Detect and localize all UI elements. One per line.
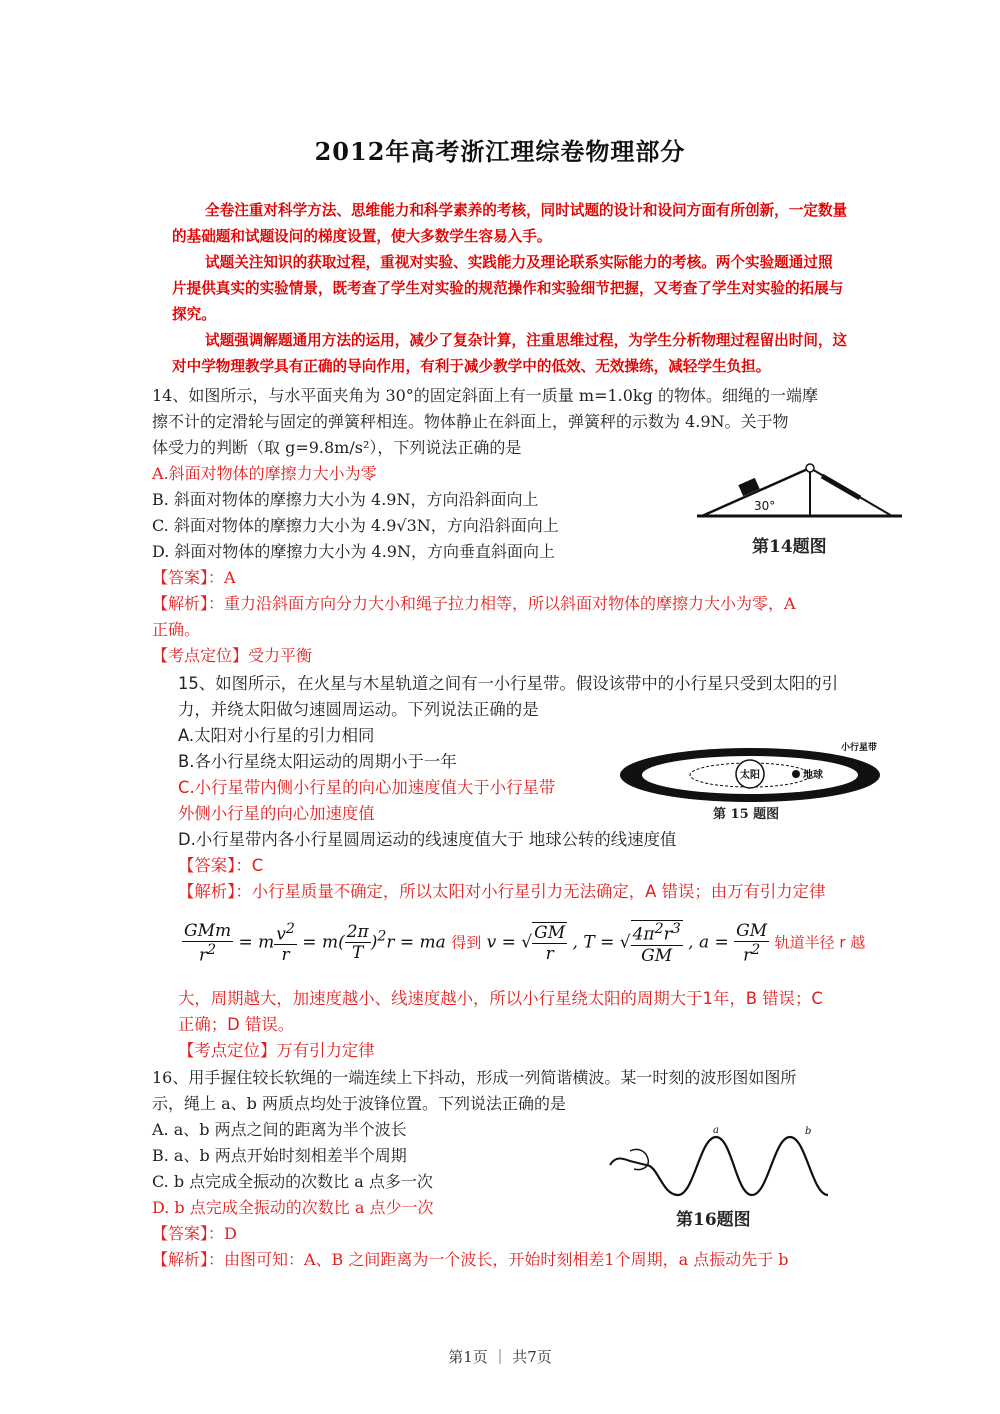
sun-label: 太阳 bbox=[740, 770, 760, 781]
earth-label: 地球 bbox=[803, 770, 823, 781]
formula-gmm-r2: $\frac{\text{GMm}}{r^2}$ bbox=[184, 920, 232, 966]
intro-line: 片提供真实的实验情景，既考查了学生对实验的规范操作和实验细节把握，又考查了学生对实验的拓展与 bbox=[172, 280, 844, 297]
q14-option-b: B. 斜面对物体的摩擦力大小为 4.9N，方向沿斜面向上 bbox=[152, 490, 539, 509]
q15-analysis-block bbox=[178, 986, 883, 1064]
wave-diagram bbox=[602, 1125, 837, 1205]
q16-stem-line: 16、用手握住较长软绳的一端连续上下抖动，形成一列简谐横波。某一时刻的波形图如图所 bbox=[152, 1068, 797, 1087]
figure-16-caption: 第16题图 bbox=[676, 1210, 751, 1230]
figure-14-caption: 第14题图 bbox=[752, 537, 827, 557]
q16-analysis: 【解析】：由图可知：A、B 之间距离为一个波长，开始时刻相差1个周期，a 点振动先于 b bbox=[152, 1250, 789, 1269]
q14-stem-line: 14、如图所示，与水平面夹角为 30°的固定斜面上有一质量 m=1.0kg 的物体。细绳的一端摩 bbox=[152, 386, 818, 405]
page-title: 2012年高考浙江理综卷物理部分 bbox=[314, 137, 686, 166]
intro-line: 探究。 bbox=[172, 306, 216, 323]
incline-diagram bbox=[692, 458, 907, 530]
q15-option-b: B.各小行星绕太阳运动的周期小于一年 bbox=[178, 752, 457, 771]
q15-answer: 【答案】：C bbox=[178, 856, 264, 875]
formula-tail: 轨道半径 r 越 bbox=[774, 933, 866, 952]
q16-stem-line: 示，绳上 a、b 两质点均处于波锋位置。下列说法正确的是 bbox=[152, 1094, 566, 1113]
figure-14 bbox=[692, 458, 907, 563]
q15-option-d: D.小行星带内各小行星圆周运动的线速度值大于 地球公转的线速度值 bbox=[178, 830, 677, 849]
formula-got: 得到 bbox=[451, 933, 482, 952]
intro-line: 的基础题和试题设问的梯度设置，使大多数学生容易入手。 bbox=[172, 228, 552, 245]
q14-option-c: C. 斜面对物体的摩擦力大小为 4.9√3N，方向沿斜面向上 bbox=[152, 516, 559, 535]
q16-option-d: D. b 点完成全振动的次数比 a 点少一次 bbox=[152, 1198, 434, 1217]
q14-option-a: A.斜面对物体的摩擦力大小为零 bbox=[152, 464, 377, 483]
figure-15-caption: 第 15 题图 bbox=[713, 807, 780, 822]
angle-label: 30° bbox=[754, 499, 776, 513]
q14-stem-line: 体受力的判断（取 g=9.8m/s²），下列说法正确的是 bbox=[152, 438, 522, 457]
q15-formula: $\frac{\text{GMm}}{r^2}$ = m $\frac{v^2}{r}$ = m( $\frac{2\pi}{T}$ )$^2$r = ma 得到 v = √ $\frac{GM}{r}$ , T = √ $\frac{4\pi^2r^3}{GM}$ , a = $\frac{GM}{r^2}$ 轨道半径 r 越 bbox=[184, 920, 866, 966]
page-footer: 第1页 ｜ 共7页 bbox=[448, 1348, 552, 1366]
intro-line: 试题关注知识的获取过程，重视对实验、实践能力及理论联系实际能力的考核。两个实验题通过照 bbox=[205, 254, 833, 271]
point-b-label: b bbox=[805, 1126, 812, 1137]
intro-paragraph-1 bbox=[172, 198, 872, 380]
q15-option-c-cont: 外侧小行星的向心加速度值 bbox=[178, 804, 375, 823]
q16-answer: 【答案】：D bbox=[152, 1224, 237, 1243]
q15-analysis-cont: 大，周期越大，加速度越小、线速度越小，所以小行星绕太阳的周期大于1年，B 错误；C bbox=[178, 989, 823, 1008]
q16-option-c: C. b 点完成全振动的次数比 a 点多一次 bbox=[152, 1172, 433, 1191]
q15-stem-line: 15、如图所示，在火星与木星轨道之间有一小行星带。假设该带中的小行星只受到太阳的引 bbox=[178, 674, 839, 693]
intro-line: 试题强调解题通用方法的运用，减少了复杂计算，注重思维过程，为学生分析物理过程留出时间，这 bbox=[205, 332, 848, 349]
q14-point: 【考点定位】受力平衡 bbox=[152, 646, 313, 665]
point-a-label: a bbox=[713, 1125, 719, 1136]
q15-stem-line: 力，并绕太阳做匀速圆周运动。下列说法正确的是 bbox=[178, 700, 539, 719]
q14-analysis-cont: 正确。 bbox=[152, 620, 201, 639]
q15-analysis-cont: 正确；D 错误。 bbox=[178, 1015, 295, 1034]
q15-point: 【考点定位】万有引力定律 bbox=[178, 1041, 375, 1060]
belt-label: 小行星带 bbox=[841, 743, 878, 753]
q14-answer: 【答案】：A bbox=[152, 568, 236, 587]
q15-analysis: 【解析】：小行星质量不确定，所以太阳对小行星引力无法确定，A 错误；由万有引力定律 bbox=[178, 882, 826, 901]
figure-15 bbox=[615, 737, 885, 827]
q15-option-c: C.小行星带内侧小行星的向心加速度值大于小行星带 bbox=[178, 778, 556, 797]
q14-option-d: D. 斜面对物体的摩擦力大小为 4.9N，方向垂直斜面向上 bbox=[152, 542, 555, 561]
intro-line: 对中学物理教学具有正确的导向作用，有利于减少教学中的低效、无效操练，减轻学生负担。 bbox=[172, 358, 771, 375]
q15-option-a: A.太阳对小行星的引力相同 bbox=[178, 726, 375, 745]
q16-option-a: A. a、b 两点之间的距离为半个波长 bbox=[152, 1120, 407, 1139]
intro-line: 全卷注重对科学方法、思维能力和科学素养的考核，同时试题的设计和设问方面有所创新，一定数量 bbox=[205, 202, 848, 219]
q14-stem-line: 擦不计的定滑轮与固定的弹簧秤相连。物体静止在斜面上，弹簧秤的示数为 4.9N。关于物 bbox=[152, 412, 789, 431]
q16-option-b: B. a、b 两点开始时刻相差半个周期 bbox=[152, 1146, 407, 1165]
figure-16 bbox=[602, 1125, 837, 1235]
q14-analysis: 【解析】：重力沿斜面方向分力大小和绳子拉力相等，所以斜面对物体的摩擦力大小为零，A bbox=[152, 594, 796, 613]
orbit-diagram bbox=[615, 737, 885, 807]
